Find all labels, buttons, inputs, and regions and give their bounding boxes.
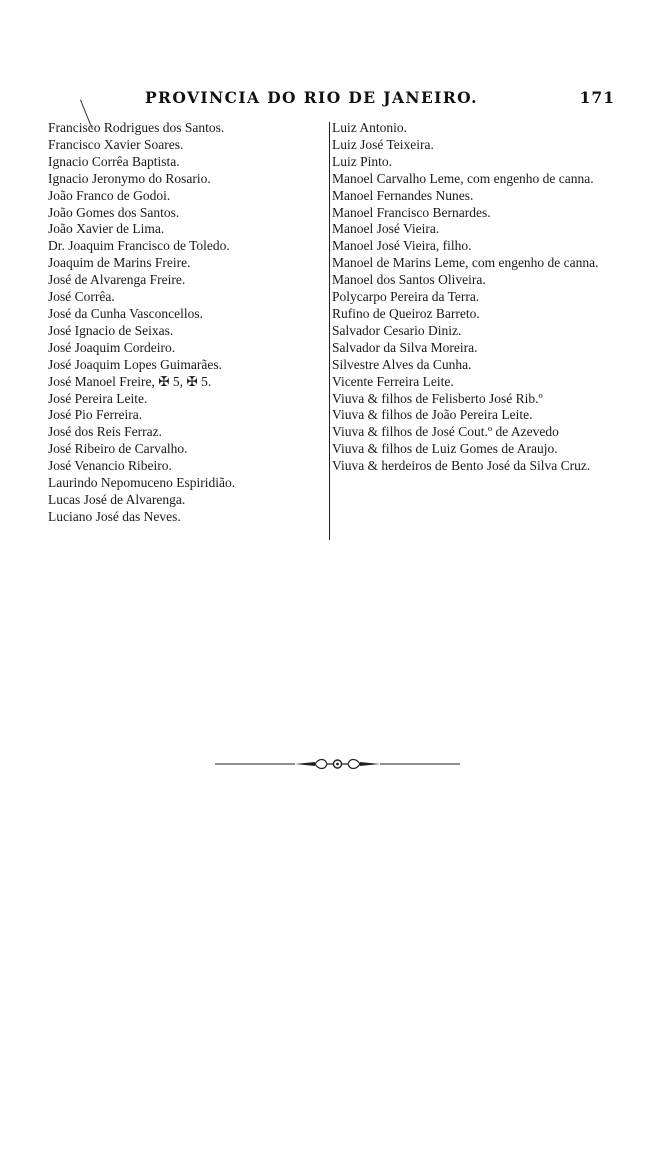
list-item: Lucas José de Alvarenga. bbox=[48, 491, 186, 507]
list-item: Viuva & filhos de José Cout.º de Azevedo bbox=[332, 424, 559, 440]
list-item: Francisco Rodrigues dos Santos. bbox=[48, 120, 225, 135]
list-item: Joaquim de Marins Freire. bbox=[48, 255, 191, 271]
list-item: Dr. Joaquim Francisco de Toledo. bbox=[48, 238, 230, 254]
list-item: Luiz José Teixeira. bbox=[332, 136, 434, 152]
list-item: Ignacio Jeronymo do Rosario. bbox=[48, 170, 211, 186]
list-item: Manoel Francisco Bernardes. bbox=[332, 204, 491, 220]
right-column bbox=[332, 120, 628, 475]
list-item: Viuva & filhos de Felisberto José Rib.º bbox=[332, 390, 543, 406]
list-item: Luiz Antonio. bbox=[332, 120, 407, 135]
list-item: João Gomes dos Santos. bbox=[48, 204, 180, 220]
list-item: Vicente Ferreira Leite. bbox=[332, 373, 454, 389]
list-item: Polycarpo Pereira da Terra. bbox=[332, 289, 480, 305]
list-item: José Manoel Freire, ✠ 5, ✠ 5. bbox=[48, 373, 212, 389]
running-title: PROVINCIA DO RIO DE JANEIRO. bbox=[145, 88, 478, 107]
list-item: José Joaquim Lopes Guimarães. bbox=[48, 356, 222, 372]
list-item: Rufino de Queiroz Barreto. bbox=[332, 305, 480, 321]
list-item: Francisco Xavier Soares. bbox=[48, 136, 184, 152]
list-item: José Pereira Leite. bbox=[48, 390, 148, 406]
left-column bbox=[48, 120, 316, 526]
list-item: Luciano José das Neves. bbox=[48, 508, 181, 524]
column-divider bbox=[329, 122, 330, 540]
list-item: José Ribeiro de Carvalho. bbox=[48, 441, 188, 457]
list-item: Manoel Fernandes Nunes. bbox=[332, 187, 474, 203]
list-item: Salvador Cesario Diniz. bbox=[332, 322, 462, 338]
list-item: Manoel José Vieira, filho. bbox=[332, 238, 472, 254]
list-item: Manoel Carvalho Leme, com engenho de canna. bbox=[332, 170, 594, 186]
list-item: José de Alvarenga Freire. bbox=[48, 272, 186, 288]
list-item: Salvador da Silva Moreira. bbox=[332, 339, 478, 355]
list-item: João Xavier de Lima. bbox=[48, 221, 165, 237]
list-item: Manoel José Vieira. bbox=[332, 221, 440, 237]
list-item: Viuva & filhos de Luiz Gomes de Araujo. bbox=[332, 441, 558, 457]
list-item: José dos Reis Ferraz. bbox=[48, 424, 162, 440]
list-item: Luiz Pinto. bbox=[332, 153, 392, 169]
page-header bbox=[145, 88, 615, 116]
list-item: Manoel de Marins Leme, com engenho de canna. bbox=[332, 255, 599, 271]
list-item: Silvestre Alves da Cunha. bbox=[332, 356, 472, 372]
list-item: Laurindo Nepomuceno Espiridião. bbox=[48, 475, 236, 491]
list-item: Ignacio Corrêa Baptista. bbox=[48, 153, 180, 169]
list-item: Viuva & herdeiros de Bento José da Silva Cruz. bbox=[332, 458, 591, 474]
ornamental-rule bbox=[215, 755, 460, 773]
list-item: Manoel dos Santos Oliveira. bbox=[332, 272, 486, 288]
list-item: José Venancio Ribeiro. bbox=[48, 458, 172, 474]
list-item: João Franco de Godoi. bbox=[48, 187, 171, 203]
list-item: Viuva & filhos de João Pereira Leite. bbox=[332, 407, 533, 423]
list-item: José Pio Ferreira. bbox=[48, 407, 143, 423]
page-number: 171 bbox=[579, 88, 615, 107]
list-item: José da Cunha Vasconcellos. bbox=[48, 305, 203, 321]
list-item: José Ignacio de Seixas. bbox=[48, 322, 174, 338]
list-item: José Joaquim Cordeiro. bbox=[48, 339, 176, 355]
list-item: José Corrêa. bbox=[48, 289, 115, 305]
